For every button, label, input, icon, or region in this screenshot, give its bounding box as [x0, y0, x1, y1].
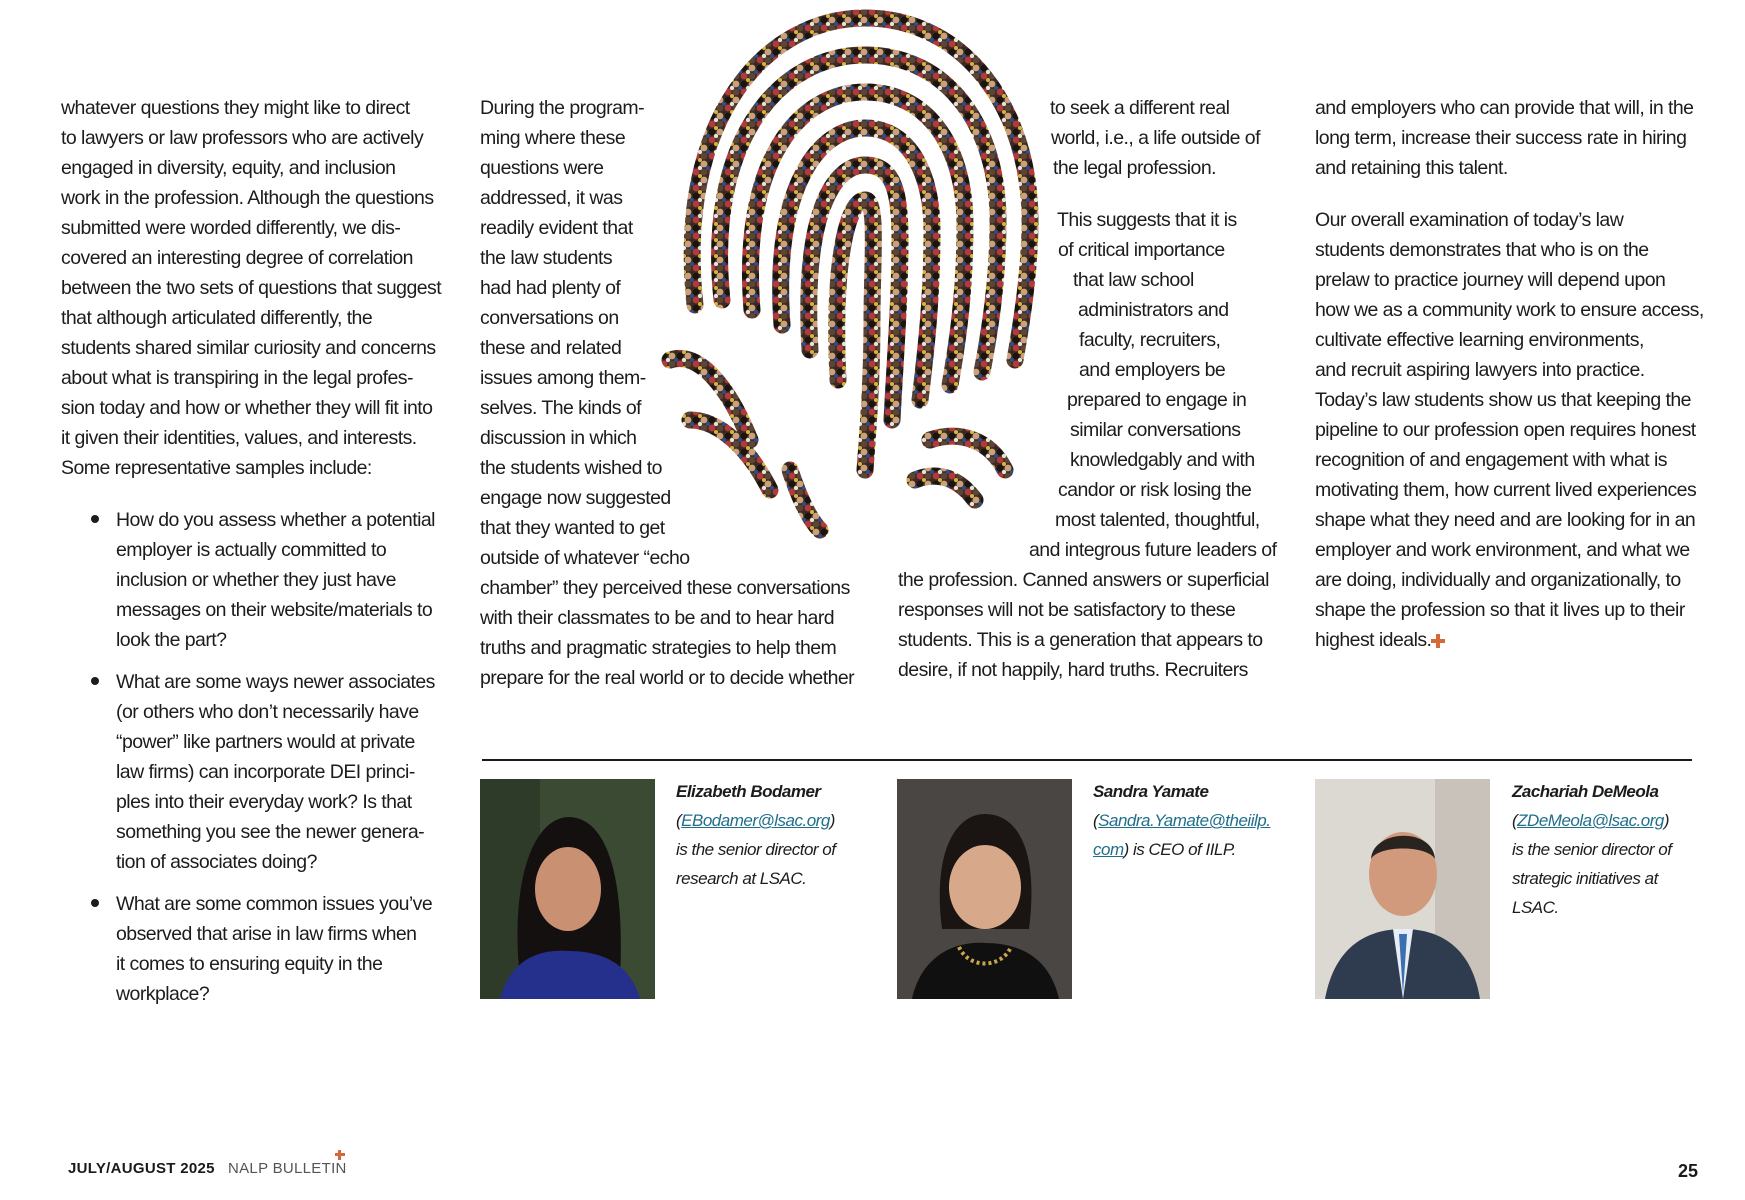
- body-text-line: Our overall examination of today’s law: [1315, 209, 1624, 231]
- bullet-item-line: What are some common issues you’ve: [116, 893, 433, 915]
- body-text-line: engage now suggested: [480, 487, 671, 509]
- footer-publication: NALP BULLETIN: [228, 1160, 347, 1177]
- author-bio-demeola: [1512, 777, 1712, 922]
- body-text-line: Today’s law students show us that keeping the: [1315, 389, 1691, 411]
- body-text-line: the law students: [480, 247, 613, 269]
- author-bio-yamate: [1093, 777, 1303, 864]
- body-text-line: most talented, thoughtful,: [1055, 509, 1260, 531]
- body-text-line: outside of whatever “echo: [480, 547, 690, 569]
- author-desc-line: LSAC.: [1512, 898, 1559, 917]
- body-text-line: the students wished to: [480, 457, 662, 479]
- author-desc-line: strategic initiatives at: [1512, 869, 1658, 888]
- body-text-line: discussion in which: [480, 427, 637, 449]
- bullet-item-line: inclusion or whether they just have: [116, 569, 396, 591]
- author-photo-bodamer: [480, 779, 655, 999]
- body-text-line: addressed, it was: [480, 187, 623, 209]
- bullet-icon: [91, 677, 99, 685]
- body-text-line: and integrous future leaders of: [1029, 539, 1277, 561]
- footer-issue-date: JULY/AUGUST 2025: [68, 1160, 215, 1177]
- bullet-item-line: something you see the newer genera-: [116, 821, 425, 843]
- author-photo-yamate: [897, 779, 1072, 999]
- bullet-item-line: workplace?: [116, 983, 210, 1005]
- body-text-line: cultivate effective learning environments,: [1315, 329, 1644, 351]
- body-text-line: that law school: [1073, 269, 1194, 291]
- body-text-line: recognition of and engagement with what is: [1315, 449, 1667, 471]
- author-desc-line: research at LSAC.: [676, 869, 807, 888]
- body-text-line: highest ideals.: [1315, 629, 1432, 651]
- fingerprint-crowd-image: [660, 0, 1080, 540]
- body-text-line: long term, increase their success rate in hiring: [1315, 127, 1687, 149]
- body-text-line: shape what they need and are looking for in an: [1315, 509, 1696, 531]
- paren-open: (: [676, 811, 682, 830]
- body-text-line: candor or risk losing the: [1058, 479, 1252, 501]
- bullet-item-line: messages on their website/materials to: [116, 599, 433, 621]
- bullet-item-line: (or others who don’t necessarily have: [116, 701, 419, 723]
- page-number: 25: [1678, 1161, 1699, 1181]
- author-photo-demeola: [1315, 779, 1490, 999]
- body-text-line: of critical importance: [1058, 239, 1225, 261]
- bullet-item-line: How do you assess whether a potential: [116, 509, 435, 531]
- body-text-line: prepared to engage in: [1067, 389, 1247, 411]
- body-text-line: with their classmates to be and to hear hard: [480, 607, 835, 629]
- body-text-line: This suggests that it is: [1057, 209, 1237, 231]
- body-text-line: issues among them-: [480, 367, 646, 389]
- body-text-line: ming where these: [480, 127, 626, 149]
- author-desc-line: is the senior director of: [676, 840, 836, 859]
- paren-close: ): [1123, 840, 1129, 859]
- paren-close: ): [1663, 811, 1670, 830]
- author-bio-bodamer: [676, 777, 876, 893]
- body-text-line: and recruit aspiring lawyers into practice.: [1315, 359, 1645, 381]
- body-text-line: prelaw to practice journey will depend upon: [1315, 269, 1666, 291]
- plus-icon: [335, 1150, 345, 1160]
- bullet-item-line: observed that arise in law firms when: [116, 923, 417, 945]
- body-text-line: chamber” they perceived these conversations: [480, 577, 850, 599]
- bullet-item-line: look the part?: [116, 629, 227, 651]
- body-text-line: to seek a different real: [1050, 97, 1230, 119]
- body-text-line: and retaining this talent.: [1315, 157, 1508, 179]
- portrait-image: [897, 779, 1072, 999]
- body-text-line: world, i.e., a life outside of: [1051, 127, 1260, 149]
- portrait-image: [480, 779, 655, 999]
- body-text-line: submitted were worded differently, we dis-: [61, 217, 401, 239]
- bullet-item-line: law firms) can incorporate DEI princi-: [116, 761, 415, 783]
- body-text-line: are doing, individually and organizationally, to: [1315, 569, 1681, 591]
- body-text-line: pipeline to our profession open requires honest: [1315, 419, 1696, 441]
- body-text-line: selves. The kinds of: [480, 397, 641, 419]
- body-text-line: how we as a community work to ensure access,: [1315, 299, 1704, 321]
- paren-open: (: [1093, 811, 1099, 830]
- bullet-item-line: What are some ways newer associates: [116, 671, 435, 693]
- author-name: Elizabeth Bodamer: [676, 782, 821, 801]
- portrait-image: [1315, 779, 1490, 999]
- body-text-line: similar conversations: [1070, 419, 1241, 441]
- body-text-line: and employers who can provide that will, in the: [1315, 97, 1694, 119]
- body-text-line: responses will not be satisfactory to these: [898, 599, 1236, 621]
- author-email-link[interactable]: EBodamer@lsac.org: [681, 811, 830, 830]
- body-text-line: engaged in diversity, equity, and inclusion: [61, 157, 396, 179]
- body-text-line: students demonstrates that who is on the: [1315, 239, 1649, 261]
- author-name: Zachariah DeMeola: [1512, 782, 1659, 801]
- body-text-line: knowledgably and with: [1070, 449, 1255, 471]
- body-text-line: questions were: [480, 157, 604, 179]
- body-text-line: that they wanted to get: [480, 517, 665, 539]
- body-text-line: During the program-: [480, 97, 645, 119]
- body-text-line: truths and pragmatic strategies to help them: [480, 637, 837, 659]
- author-desc-line: is CEO of IILP.: [1128, 840, 1236, 859]
- body-text-line: shape the profession so that it lives up to their: [1315, 599, 1685, 621]
- section-divider: [482, 759, 1692, 761]
- bullet-icon: [91, 515, 99, 523]
- author-email-link[interactable]: Sandra.Yamate@theiilp.: [1098, 811, 1271, 830]
- author-email-link-cont[interactable]: com: [1093, 840, 1124, 859]
- body-text-line: work in the profession. Although the questions: [61, 187, 434, 209]
- author-email-link[interactable]: ZDeMeola@lsac.org: [1517, 811, 1664, 830]
- body-text-line: whatever questions they might like to direct: [61, 97, 410, 119]
- body-text-line: these and related: [480, 337, 622, 359]
- body-text-line: between the two sets of questions that suggest: [61, 277, 442, 299]
- body-text-line: Some representative samples include:: [61, 457, 372, 479]
- body-text-line: had had plenty of: [480, 277, 621, 299]
- body-text-line: to lawyers or law professors who are actively: [61, 127, 424, 149]
- plus-icon: [1431, 634, 1445, 648]
- body-text-line: it given their identities, values, and interests.: [61, 427, 417, 449]
- bullet-item-line: it comes to ensuring equity in the: [116, 953, 383, 975]
- paren-open: (: [1512, 811, 1518, 830]
- bullet-item-line: ples into their everyday work? Is that: [116, 791, 412, 813]
- paren-close: ): [829, 811, 835, 830]
- body-text-line: students shared similar curiosity and concerns: [61, 337, 436, 359]
- body-text-line: conversations on: [480, 307, 619, 329]
- body-text-line: students. This is a generation that appears to: [898, 629, 1263, 651]
- body-text-line: and employers be: [1079, 359, 1226, 381]
- author-name: Sandra Yamate: [1093, 782, 1209, 801]
- bullet-icon: [91, 899, 99, 907]
- body-text-line: that although articulated differently, the: [61, 307, 373, 329]
- body-text-line: prepare for the real world or to decide whether: [480, 667, 855, 689]
- body-text-line: the legal profession.: [1053, 157, 1216, 179]
- body-text-line: about what is transpiring in the legal profes-: [61, 367, 413, 389]
- bullet-item-line: employer is actually committed to: [116, 539, 387, 561]
- body-text-line: readily evident that: [480, 217, 633, 239]
- body-text-line: employer and work environment, and what we: [1315, 539, 1690, 561]
- body-text-line: faculty, recruiters,: [1079, 329, 1221, 351]
- body-text-line: administrators and: [1078, 299, 1229, 321]
- body-text-line: the profession. Canned answers or superficial: [898, 569, 1269, 591]
- bullet-item-line: tion of associates doing?: [116, 851, 317, 873]
- author-desc-line: is the senior director of: [1512, 840, 1672, 859]
- body-text-line: sion today and how or whether they will fit into: [61, 397, 433, 419]
- body-text-line: desire, if not happily, hard truths. Recruiters: [898, 659, 1248, 681]
- body-text-line: motivating them, how current lived experiences: [1315, 479, 1697, 501]
- bullet-item-line: “power” like partners would at private: [116, 731, 415, 753]
- body-text-line: covered an interesting degree of correlation: [61, 247, 413, 269]
